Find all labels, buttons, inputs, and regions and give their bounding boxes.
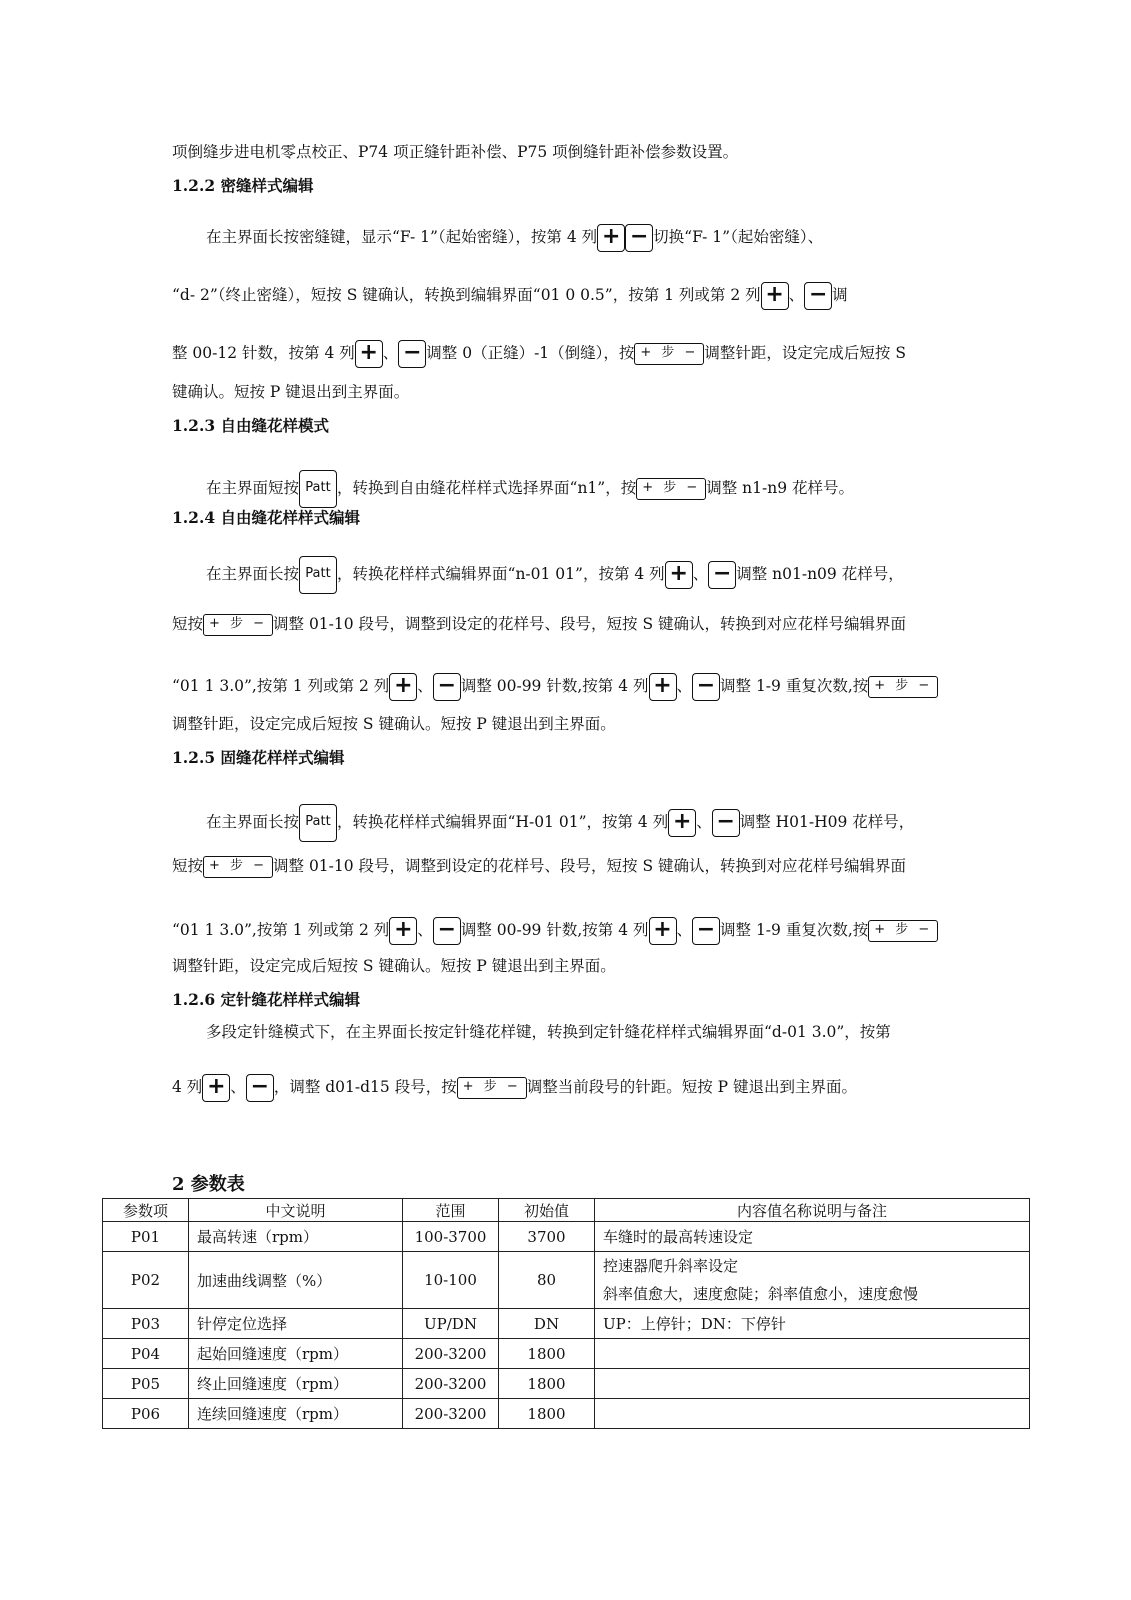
cell-description: 起始回缝速度（rpm） (189, 1339, 403, 1369)
minus-key-icon: − (433, 673, 461, 701)
cell-param-id: P05 (103, 1369, 189, 1399)
text: ，转换到自由缝花样样式选择界面“n1”，按 (337, 479, 637, 497)
text: “d- 2”（终止密缝），短按 S 键确认，转换到编辑界面“01 0 0.5”，按第 1 列或第 2 列 (172, 286, 761, 304)
plus-key-icon: + (665, 561, 693, 589)
cell-range: 100-3700 (403, 1222, 499, 1252)
cell-notes: UP：上停针；DN：下停针 (595, 1309, 1030, 1339)
plus-key-icon: + (202, 1074, 230, 1102)
separator: 、 (788, 286, 805, 304)
cell-notes (595, 1252, 1030, 1309)
heading-1-2-4: 1.2.4 自由缝花样样式编辑 (172, 508, 361, 527)
cell-param-id: P06 (103, 1399, 189, 1429)
header-range: 范围 (403, 1199, 499, 1222)
plus-key-icon: + (389, 673, 417, 701)
cell-initial-value: 80 (499, 1252, 595, 1309)
cell-notes (595, 1339, 1030, 1369)
cell-notes: 车缝时的最高转速设定 (595, 1222, 1030, 1252)
cell-description: 最高转速（rpm） (189, 1222, 403, 1252)
cell-description: 加速曲线调整（%） (189, 1252, 403, 1309)
paragraph-1-2-2-line3 (172, 340, 906, 368)
cell-param-id: P01 (103, 1222, 189, 1252)
separator: 、 (676, 921, 693, 939)
table-row (103, 1252, 1030, 1309)
separator: 、 (676, 677, 693, 695)
paragraph-1-2-6-line2 (172, 1074, 857, 1102)
paragraph-1-2-4-line4: 调整针距，设定完成后短按 S 键确认。短按 P 键退出到主界面。 (172, 715, 616, 733)
text: 调整 n01-n09 花样号， (736, 565, 904, 583)
text: 调整 1-9 重复次数,按 (720, 677, 869, 695)
section-2-title: 2 参数表 (172, 1174, 245, 1195)
separator: 、 (230, 1078, 246, 1096)
cell-param-id: P04 (103, 1339, 189, 1369)
table-row (103, 1339, 1030, 1369)
text: 调整 01-10 段号，调整到设定的花样号、段号，短按 S 键确认，转换到对应花样号编辑界面 (273, 857, 907, 875)
cell-notes (595, 1369, 1030, 1399)
minus-key-icon: − (433, 917, 461, 945)
text: 调整 H01-H09 花样号， (739, 813, 915, 831)
text: 调整 1-9 重复次数,按 (720, 921, 869, 939)
cell-range: 200-3200 (403, 1399, 499, 1429)
paragraph-1-2-2-line1 (206, 224, 823, 252)
separator: 、 (382, 344, 399, 362)
cell-initial-value: 3700 (499, 1222, 595, 1252)
text: ，调整 d01-d15 段号，按 (273, 1078, 457, 1096)
cell-description: 针停定位选择 (189, 1309, 403, 1339)
paragraph-1-2-5-line4: 调整针距，设定完成后短按 S 键确认。短按 P 键退出到主界面。 (172, 957, 616, 975)
patt-key-icon: Patt (299, 804, 337, 842)
minus-key-icon: − (246, 1074, 274, 1102)
text: “01 1 3.0”,按第 1 列或第 2 列 (172, 921, 390, 939)
text: 调整当前段号的针距。短按 P 键退出到主界面。 (526, 1078, 857, 1096)
paragraph-1-2-6-line1: 多段定针缝模式下，在主界面长按定针缝花样键，转换到定针缝花样样式编辑界面“d-01 3.0”，按第 (206, 1023, 891, 1041)
cell-range: 10-100 (403, 1252, 499, 1309)
heading-1-2-3: 1.2.3 自由缝花样模式 (172, 416, 330, 435)
cell-range: UP/DN (403, 1309, 499, 1339)
cell-description: 连续回缝速度（rpm） (189, 1399, 403, 1429)
paragraph-1-2-5-line1 (206, 804, 914, 842)
cell-description: 终止回缝速度（rpm） (189, 1369, 403, 1399)
text: 切换“F- 1”（起始密缝）、 (653, 228, 824, 246)
minus-key-icon: − (804, 282, 832, 310)
header-description: 中文说明 (189, 1199, 403, 1222)
plus-key-icon: + (597, 224, 625, 252)
plus-key-icon: + (649, 917, 677, 945)
text: 调整 00-99 针数,按第 4 列 (460, 921, 649, 939)
minus-key-icon: − (708, 561, 736, 589)
header-notes: 内容值名称说明与备注 (595, 1199, 1030, 1222)
paragraph-1-2-4-line3 (172, 673, 938, 701)
minus-key-icon: − (398, 340, 426, 368)
paragraph-1-2-3-line1 (206, 470, 854, 508)
text: 4 列 (172, 1078, 203, 1096)
paragraph-1-2-5-line3 (172, 917, 938, 945)
cell-range: 200-3200 (403, 1339, 499, 1369)
heading-1-2-6: 1.2.6 定针缝花样样式编辑 (172, 990, 361, 1009)
cell-initial-value: DN (499, 1309, 595, 1339)
cell-notes (595, 1399, 1030, 1429)
stitch-length-key-icon: + 步 − (203, 614, 273, 636)
minus-key-icon: − (625, 224, 653, 252)
cell-param-id: P03 (103, 1309, 189, 1339)
stitch-length-key-icon: + 步 − (457, 1077, 527, 1099)
text: 调 (832, 286, 848, 304)
text: 在主界面长按 (206, 813, 300, 831)
stitch-length-key-icon: + 步 − (634, 343, 704, 365)
plus-key-icon: + (649, 673, 677, 701)
heading-1-2-2: 1.2.2 密缝样式编辑 (172, 176, 314, 195)
patt-key-icon: Patt (299, 556, 337, 594)
separator: 、 (417, 677, 433, 695)
paragraph-1-2-2-line4: 键确认。短按 P 键退出到主界面。 (172, 383, 410, 401)
stitch-length-key-icon: + 步 − (868, 920, 938, 942)
text: 调整 01-10 段号，调整到设定的花样号、段号，短按 S 键确认，转换到对应花样号编辑界面 (273, 615, 907, 633)
heading-1-2-5: 1.2.5 固缝花样样式编辑 (172, 748, 345, 767)
stitch-length-key-icon: + 步 − (868, 676, 938, 698)
text: 在主界面长按 (206, 565, 300, 583)
text: ，转换花样样式编辑界面“H-01 01”，按第 4 列 (337, 813, 669, 831)
plus-key-icon: + (389, 917, 417, 945)
header-param-id: 参数项 (103, 1199, 189, 1222)
separator: 、 (692, 565, 709, 583)
paragraph-intro (172, 142, 738, 162)
text: 短按 (172, 615, 204, 633)
plus-key-icon: + (355, 340, 383, 368)
parameter-table (102, 1198, 1030, 1429)
text: 在主界面长按密缝键，显示“F- 1”（起始密缝），按第 4 列 (206, 228, 598, 246)
table-header-row (103, 1199, 1030, 1222)
patt-key-icon: Patt (299, 470, 337, 508)
cell-param-id: P02 (103, 1252, 189, 1309)
table-row (103, 1369, 1030, 1399)
cell-initial-value: 1800 (499, 1399, 595, 1429)
text: 调整 0（正缝）-1（倒缝），按 (426, 344, 635, 362)
table-row (103, 1222, 1030, 1252)
text: 调整 n1-n9 花样号。 (706, 479, 854, 497)
note-line: 斜率值愈大，速度愈陡；斜率值愈小，速度愈慢 (603, 1285, 919, 1303)
cell-range: 200-3200 (403, 1369, 499, 1399)
paragraph-1-2-2-line2 (172, 282, 848, 310)
minus-key-icon: − (712, 809, 740, 837)
cell-initial-value: 1800 (499, 1369, 595, 1399)
plus-key-icon: + (668, 809, 696, 837)
text: 短按 (172, 857, 204, 875)
stitch-length-key-icon: + 步 − (203, 856, 273, 878)
paragraph-1-2-4-line2 (172, 614, 906, 636)
separator: 、 (696, 813, 712, 831)
plus-key-icon: + (761, 282, 789, 310)
separator: 、 (417, 921, 433, 939)
text: 调整针距，设定完成后短按 S (704, 344, 906, 362)
text: 在主界面短按 (206, 479, 300, 497)
minus-key-icon: − (692, 917, 720, 945)
note-line: 控速器爬升斜率设定 (603, 1257, 739, 1275)
text: 调整 00-99 针数,按第 4 列 (460, 677, 649, 695)
text: “01 1 3.0”,按第 1 列或第 2 列 (172, 677, 390, 695)
text: 整 00-12 针数，按第 4 列 (172, 344, 355, 362)
cell-initial-value: 1800 (499, 1339, 595, 1369)
text: 项倒缝步进电机零点校正、P74 项正缝针距补偿、P75 项倒缝针距补偿参数设置。 (172, 143, 739, 161)
text: ，转换花样样式编辑界面“n-01 01”，按第 4 列 (337, 565, 665, 583)
table-row (103, 1309, 1030, 1339)
paragraph-1-2-4-line1 (206, 556, 904, 594)
header-initial-value: 初始值 (499, 1199, 595, 1222)
paragraph-1-2-5-line2 (172, 856, 906, 878)
table-row (103, 1399, 1030, 1429)
minus-key-icon: − (692, 673, 720, 701)
stitch-length-key-icon: + 步 − (636, 478, 706, 500)
